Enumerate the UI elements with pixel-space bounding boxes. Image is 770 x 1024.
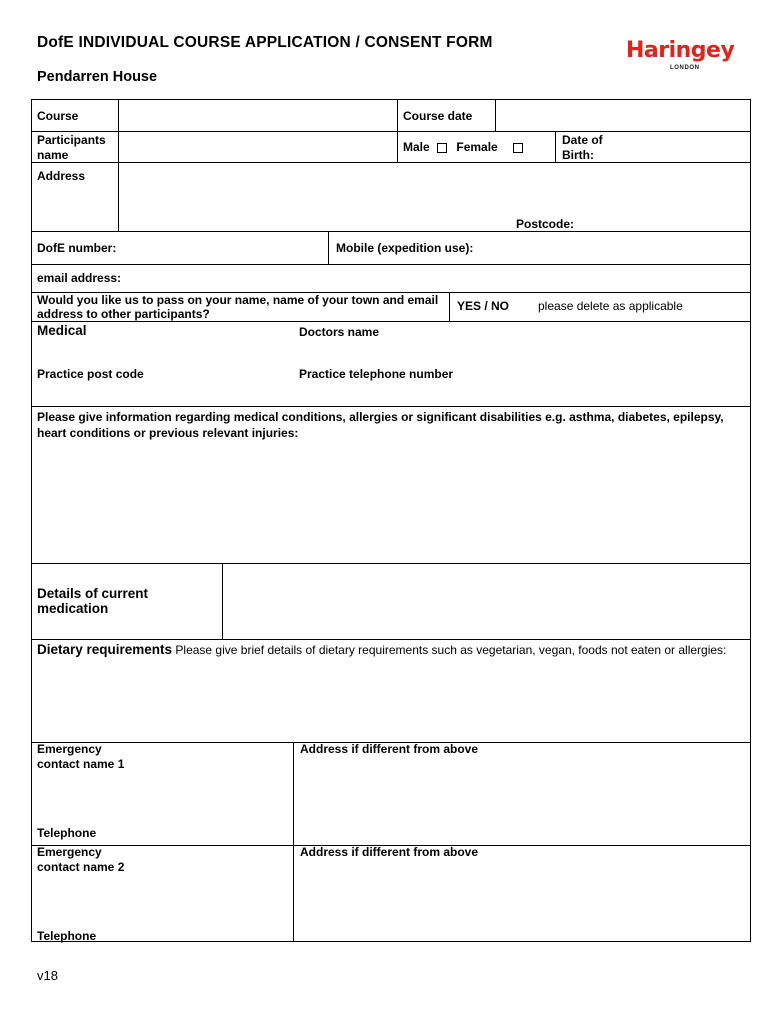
- emergency-contact-2-label: Emergency contact name 2: [37, 845, 125, 874]
- practice-post-code-label: Practice post code: [37, 367, 144, 381]
- dietary-label: [37, 642, 742, 658]
- practice-telephone-label: Practice telephone number: [299, 367, 454, 381]
- yes-no-option[interactable]: YES / NO: [457, 299, 510, 313]
- date-of-birth-label: Date of Birth:: [562, 133, 603, 162]
- course-date-label: Course date: [403, 109, 473, 123]
- address-input[interactable]: [122, 166, 746, 215]
- address-different-2-label: Address if different from above: [300, 845, 479, 859]
- email-label: email address:: [37, 271, 122, 285]
- dietary-input[interactable]: [37, 678, 746, 740]
- dietary-text: Please give brief details of dietary requirements such as vegetarian, vegan, foods not eaten or allergies:: [175, 643, 727, 657]
- logo-word: Haringey: [626, 38, 735, 63]
- address-different-1-label: Address if different from above: [300, 742, 479, 756]
- medical-heading: Medical: [37, 323, 87, 338]
- gender-group: [403, 140, 523, 155]
- version-label: v18: [37, 968, 58, 983]
- form-subtitle: Pendarren House: [37, 69, 158, 85]
- course-label: Course: [37, 109, 79, 123]
- delete-note: please delete as applicable: [538, 299, 683, 313]
- doctors-name-label: Doctors name: [299, 325, 380, 339]
- application-form: [31, 99, 751, 942]
- medical-info-label: Please give information regarding medical conditions, allergies or significant disabilities e.g. asthma, diabetes, epilepsy, heart conditions or previous relevant injuries:: [37, 410, 724, 440]
- telephone-2-label: Telephone: [37, 929, 97, 943]
- mobile-label: Mobile (expedition use):: [336, 241, 474, 255]
- participants-name-label: Participants name: [37, 133, 106, 162]
- female-checkbox[interactable]: [513, 143, 523, 153]
- male-checkbox[interactable]: [437, 143, 447, 153]
- dietary-title: Dietary requirements: [37, 642, 173, 657]
- current-medication-label: Details of current medication: [37, 586, 149, 616]
- medical-info-input[interactable]: [37, 445, 746, 559]
- haringey-logo: [626, 38, 735, 74]
- emergency-contact-1-label: Emergency contact name 1: [37, 742, 125, 771]
- dofe-number-label: DofE number:: [37, 241, 117, 255]
- course-input[interactable]: [122, 104, 396, 130]
- form-title: DofE INDIVIDUAL COURSE APPLICATION / CONSENT FORM: [37, 34, 493, 51]
- telephone-1-label: Telephone: [37, 826, 97, 840]
- share-question: Would you like us to pass on your name, name of your town and email address to other participants?: [37, 293, 439, 321]
- postcode-label: Postcode:: [516, 217, 575, 231]
- participants-name-input[interactable]: [122, 136, 396, 162]
- female-label: Female: [456, 140, 498, 154]
- logo-sub: LONDON: [670, 65, 700, 71]
- address-label: Address: [37, 169, 86, 183]
- male-label: Male: [403, 140, 430, 154]
- course-date-input[interactable]: [500, 104, 749, 130]
- current-medication-input[interactable]: [228, 568, 747, 638]
